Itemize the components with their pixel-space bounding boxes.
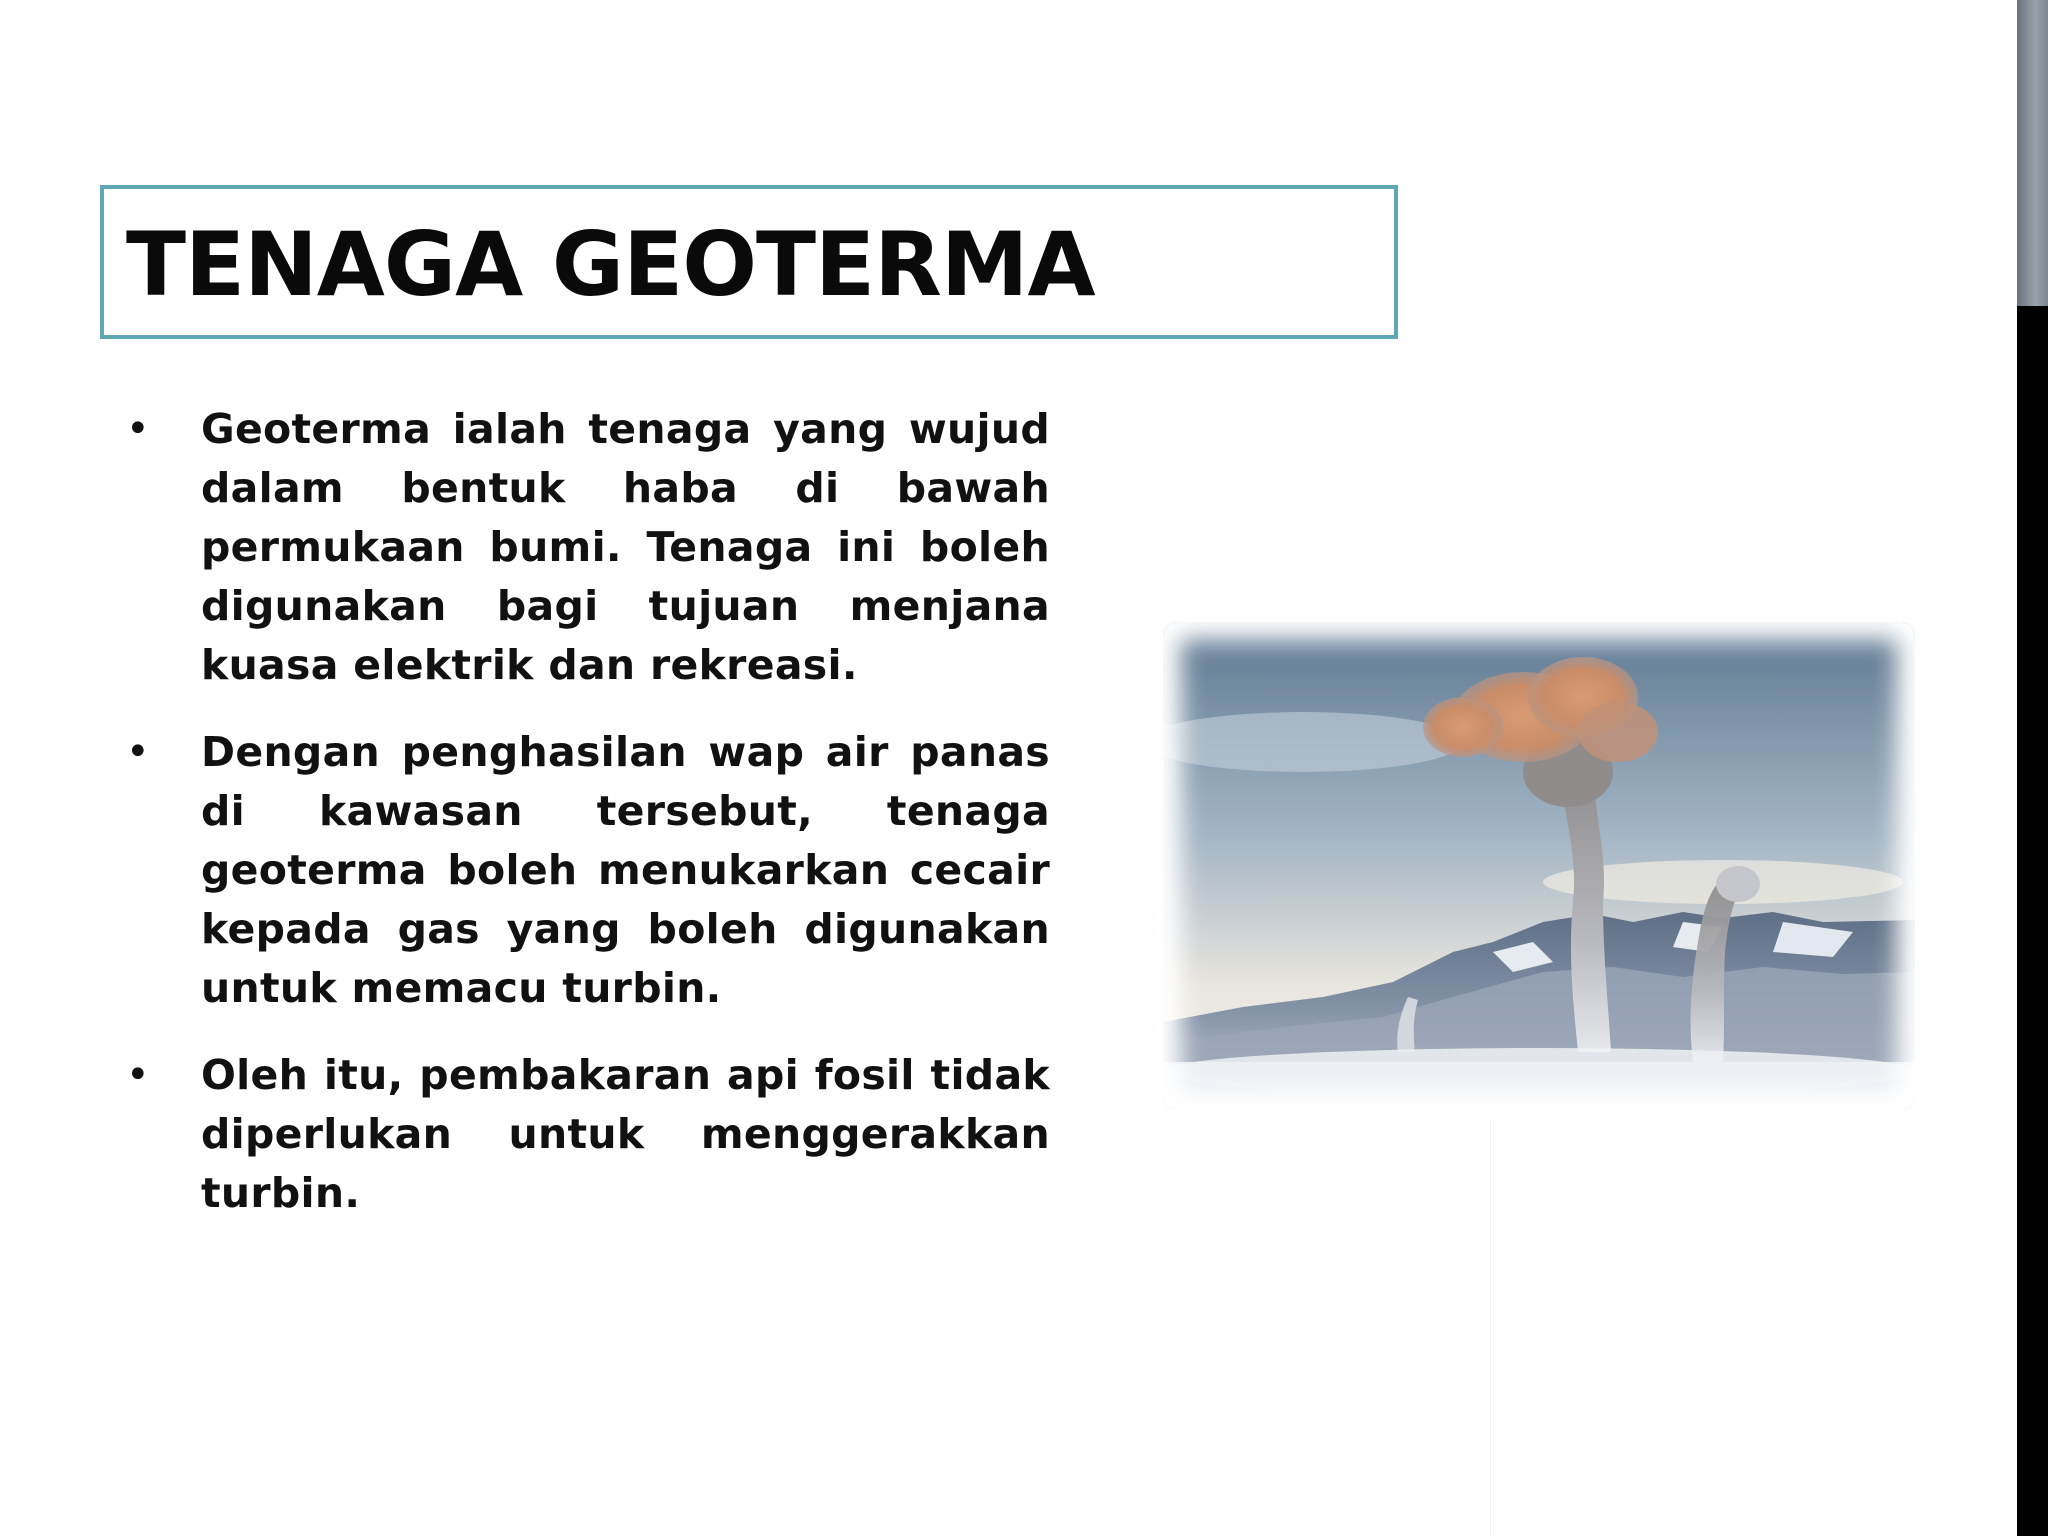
bullet-item xyxy=(120,400,1050,695)
bullet-dot: • xyxy=(126,729,150,775)
divider-line xyxy=(1490,1120,1491,1536)
geyser-photo-icon xyxy=(1163,622,1915,1110)
side-bar-accent xyxy=(2017,0,2048,306)
bullet-item xyxy=(120,723,1050,1018)
bullet-text: Geoterma ialah tenaga yang wujud dalam bentuk haba di bawah permukaan bumi. Tenaga ini boleh digunakan bagi tujuan menjana kuasa elektrik dan rekreasi. xyxy=(201,405,1050,689)
bullet-list xyxy=(120,400,1050,1251)
bullet-text: Oleh itu, pembakaran api fosil tidak diperlukan untuk menggerakkan turbin. xyxy=(201,1051,1050,1217)
bullet-dot: • xyxy=(126,406,150,452)
right-side-bar xyxy=(2017,0,2048,1536)
bullet-text: Dengan penghasilan wap air panas di kawasan tersebut, tenaga geoterma boleh menukarkan cecair kepada gas yang boleh digunakan untuk memacu turbin. xyxy=(201,728,1050,1012)
bullet-dot: • xyxy=(126,1052,150,1098)
geyser-landscape-photo xyxy=(1163,622,1915,1110)
bullet-item xyxy=(120,1046,1050,1223)
title-box xyxy=(100,185,1398,339)
slide-title: TENAGA GEOTERMA xyxy=(126,213,1095,316)
